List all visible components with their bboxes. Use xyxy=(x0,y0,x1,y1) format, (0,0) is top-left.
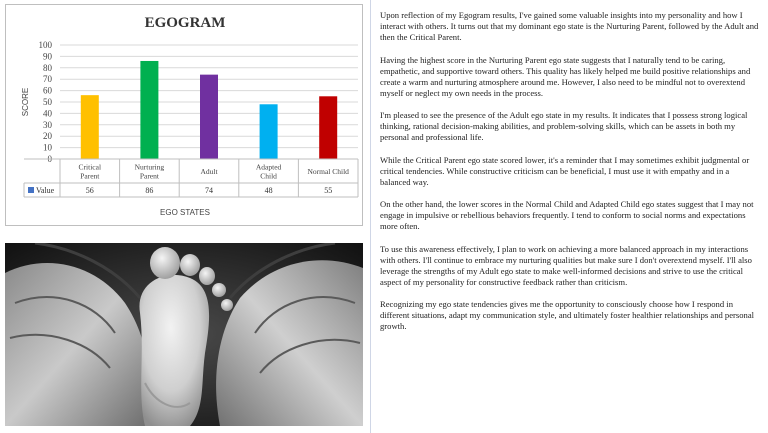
y-tick-label: 100 xyxy=(38,40,52,50)
paragraph: To use this awareness effectively, I plan to work on achieving a more balanced approach in my interactions with others. I'll continue to embrace my nurturing qualities but make sure I don't overextend myself. I'll also leverage the strengths of my Adult ego state to make well-informed decisions and strive to use the critical aspect of my personality for constructive feedback rather than criticism. xyxy=(380,243,752,287)
y-tick-label: 0 xyxy=(47,154,52,164)
category-label: Adult xyxy=(200,167,218,176)
column-divider xyxy=(370,0,371,433)
bar xyxy=(200,75,218,159)
chart-svg xyxy=(6,5,364,227)
data-value: 74 xyxy=(205,186,213,195)
category-label: Adapted xyxy=(255,162,282,172)
paragraph: On the other hand, the lower scores in the Normal Child and Adapted Child ego states suggest that I may not engage in impulsive or rebellious behaviors frequently. I tend to conform to social norms and expectations more often. xyxy=(380,199,754,231)
y-tick-label: 60 xyxy=(43,85,52,96)
y-tick-label: 90 xyxy=(43,51,52,62)
bar xyxy=(319,96,337,159)
paragraph: While the Critical Parent ego state scored lower, it's a reminder that I may sometimes exhibit judgmental or critical tendencies. While constructive criticism can be beneficial, I must use it with empathy and in a balanced way. xyxy=(380,154,750,187)
y-tick-label: 70 xyxy=(43,74,52,85)
data-value: 55 xyxy=(324,186,333,195)
paragraph: I'm pleased to see the presence of the Adult ego state in my results. It indicates that I possess strong logical thinking, rational decision-making abilities, and problem-solving skills, which can be assets in both my personal and professional life. xyxy=(380,110,748,142)
bar xyxy=(260,104,278,159)
x-axis-label: EGO STATES xyxy=(160,208,210,217)
data-value: 48 xyxy=(264,186,273,195)
legend-key xyxy=(28,187,34,193)
bar xyxy=(140,61,158,159)
category-label: Parent xyxy=(139,171,159,181)
category-label: Parent xyxy=(80,171,100,181)
reflection-text xyxy=(380,10,760,344)
paragraph: Having the highest score in the Nurturing Parent ego state suggests that I naturally tend to be caring, empathetic, and supportive toward others. This quality has likely helped me build positive relationships and create a warm and nurturing atmosphere around me. However, I also need to be mindful not to overextend myself or neglect my own needs in the process. xyxy=(380,54,751,98)
legend-label: Value xyxy=(36,186,55,195)
paragraph: Recognizing my ego state tendencies gives me the opportunity to consciously choose how I respond in different situations, adapt my communication style, and ultimately foster healthier relationships and personal growth. xyxy=(380,299,755,331)
category-label: Critical xyxy=(78,162,102,172)
chart-title: EGOGRAM xyxy=(144,15,226,31)
baby-foot-in-hands-image xyxy=(5,243,363,426)
category-label: Normal Child xyxy=(307,167,349,176)
category-label: Child xyxy=(260,171,277,181)
y-tick-label: 30 xyxy=(43,119,52,130)
egogram-chart xyxy=(5,4,363,226)
y-axis-label: SCORE xyxy=(21,87,30,117)
y-tick-label: 80 xyxy=(43,62,52,73)
y-tick-label: 50 xyxy=(43,97,52,107)
y-tick-label: 40 xyxy=(43,108,52,119)
bar xyxy=(81,95,99,159)
paragraph: Upon reflection of my Egogram results, I've gained some valuable insights into my personality and how I interact with others. It turns out that my dominant ego state is the Nurturing Parent, followed by the Adult and then the Critical Parent. xyxy=(380,10,759,42)
y-tick-label: 20 xyxy=(43,131,52,142)
y-tick-label: 10 xyxy=(43,142,52,153)
data-value: 86 xyxy=(145,186,154,195)
data-value: 56 xyxy=(85,186,94,195)
baby-foot-photo xyxy=(5,243,363,426)
category-label: Nurturing xyxy=(134,162,165,172)
